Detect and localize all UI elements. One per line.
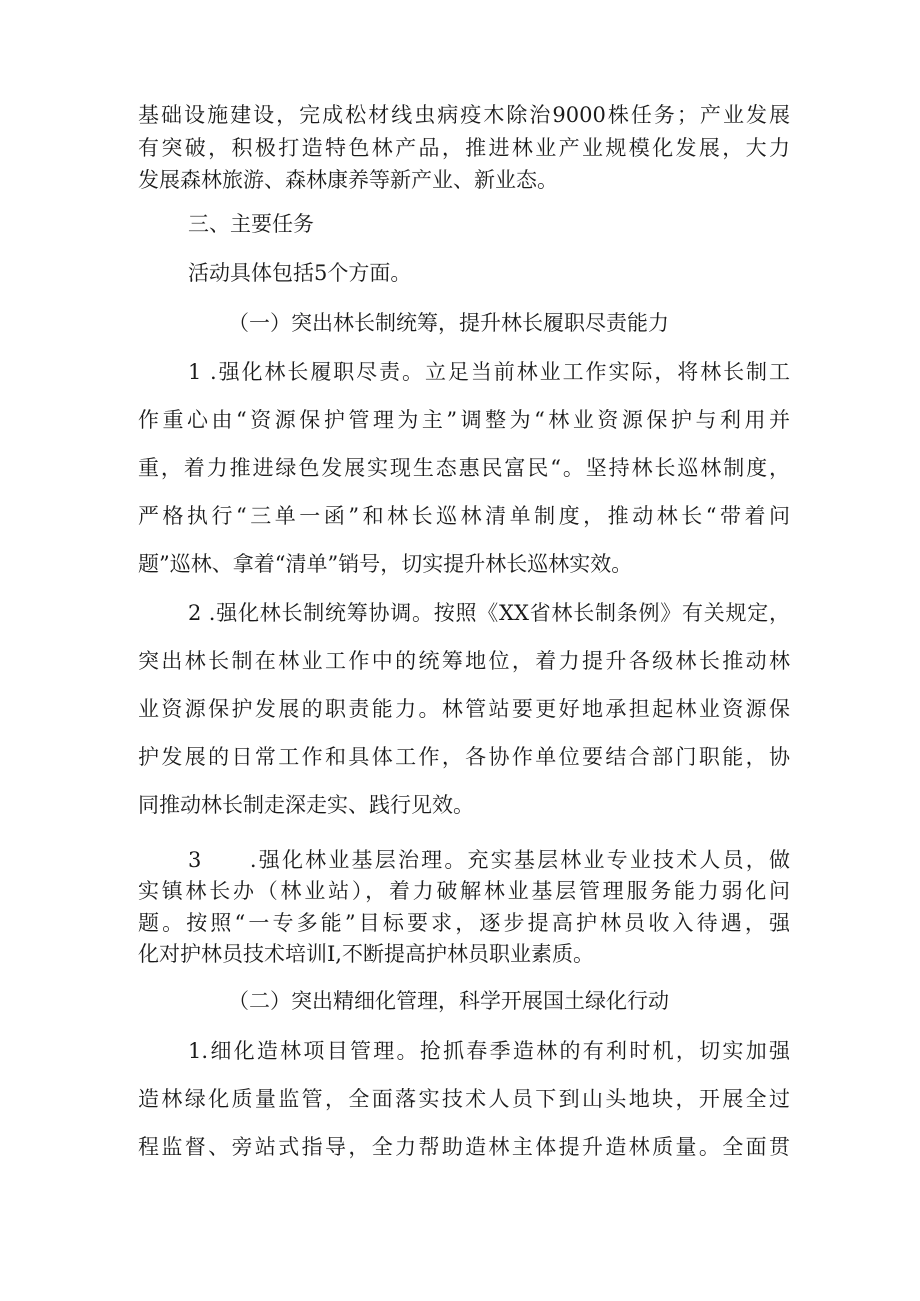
body-line: 同推动林长制走深走实、践行见效。 <box>138 793 474 817</box>
body-line: 化对护林员技术培训I,不断提高护林员职业素质。 <box>138 942 594 966</box>
body-line: 3 .强化林业基层治理。充实基层林业专业技术人员，做 <box>188 848 790 872</box>
body-line: 突出林长制在林业工作中的统筹地位，着力提升各级林长推动林 <box>138 649 790 673</box>
body-line: 发展森林旅游、森林康养等新产业、新业态。 <box>138 168 558 192</box>
body-line: 程监督、旁站式指导，全力帮助造林主体提升造林质量。全面贯 <box>138 1135 790 1159</box>
body-line: 有突破，积极打造特色林产品，推进林业产业规模化发展，大力 <box>138 136 790 160</box>
subsection-heading: （一）突出林长制统筹，提升林长履职尽责能力 <box>228 311 669 335</box>
body-line: 1.细化造林项目管理。抢抓春季造林的有利时机，切实加强 <box>188 1039 790 1063</box>
body-line: 业资源保护发展的职责能力。林管站要更好地承担起林业资源保 <box>138 697 790 721</box>
body-line: 护发展的日常工作和具体工作，各协作单位要结合部门职能，协 <box>138 745 790 769</box>
body-line: 2 .强化林长制统筹协调。按照《XX省林长制条例》有关规定， <box>188 601 790 625</box>
body-line: 严格执行“三单一函”和林长巡林清单制度，推动林长“带着问 <box>138 504 790 528</box>
body-line: 题。按照“一专多能”目标要求，逐步提高护林员收入待遇，强 <box>138 911 790 935</box>
body-line: 基础设施建设，完成松材线虫病疫木除治9000株任务；产业发展 <box>138 103 790 127</box>
body-line: 实镇林长办（林业站），着力破解林业基层管理服务能力弱化问 <box>138 879 790 903</box>
section-heading: 三、主要任务 <box>188 212 314 236</box>
body-line: 活动具体包括5个方面。 <box>188 261 412 285</box>
body-line: 1 .强化林长履职尽责。立足当前林业工作实际，将林长制工 <box>188 360 790 384</box>
subsection-heading: （二）突出精细化管理，科学开展国土绿化行动 <box>228 989 669 1013</box>
body-line: 作重心由“资源保护管理为主”调整为“林业资源保护与利用并 <box>138 408 790 432</box>
body-line: 造林绿化质量监管，全面落实技术人员下到山头地块，开展全过 <box>138 1087 790 1111</box>
body-line: 题”巡林、拿着“清单”销号，切实提升林长巡林实效。 <box>138 552 633 576</box>
body-line: 重，着力推进绿色发展实现生态惠民富民“。坚持林长巡林制度， <box>138 456 790 480</box>
